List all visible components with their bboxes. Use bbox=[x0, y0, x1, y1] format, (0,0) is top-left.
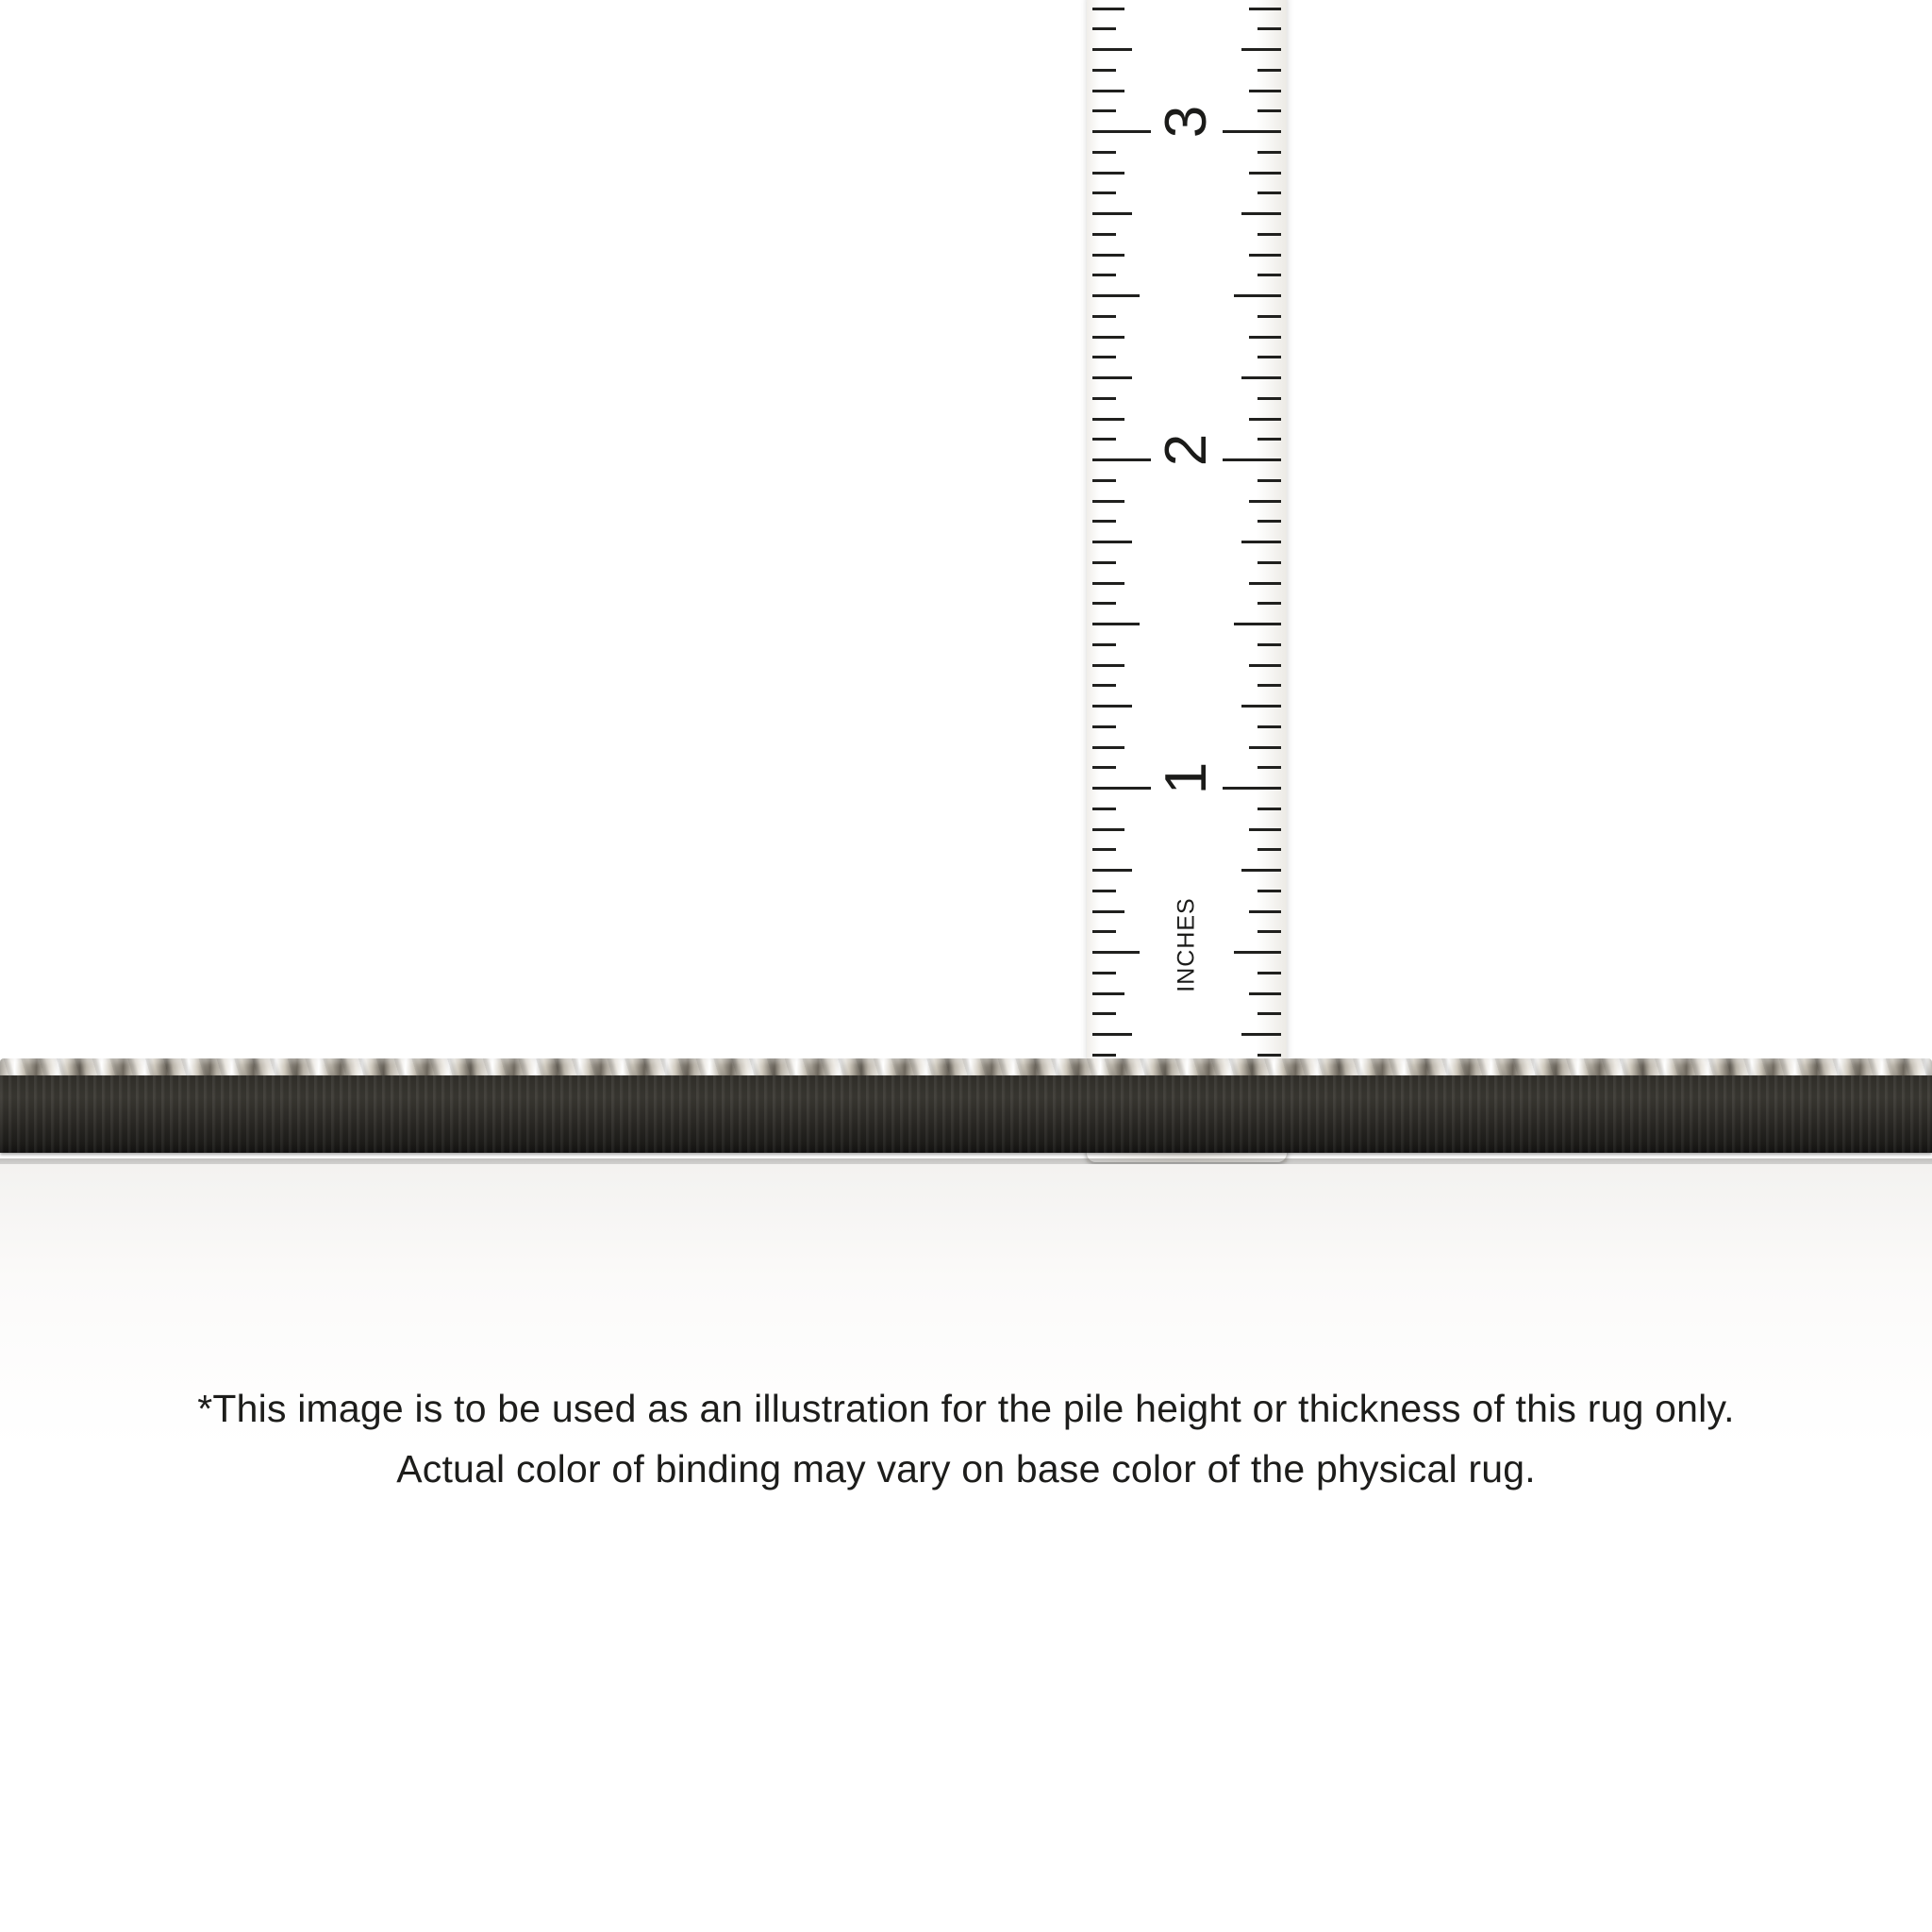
ruler-tick bbox=[1092, 520, 1116, 523]
rug-edge bbox=[0, 1058, 1932, 1164]
ruler-tick bbox=[1092, 397, 1116, 400]
ruler-tick bbox=[1092, 828, 1124, 831]
ruler-tick bbox=[1257, 69, 1281, 72]
tape-number-1: 1 bbox=[1154, 761, 1219, 795]
ruler-tick bbox=[1092, 972, 1116, 974]
ruler-tick bbox=[1257, 1012, 1281, 1015]
ruler-tick bbox=[1092, 233, 1116, 236]
ruler-tick bbox=[1092, 869, 1132, 872]
ruler-tick bbox=[1092, 336, 1124, 339]
ruler-tick bbox=[1092, 1033, 1132, 1036]
ruler-tick bbox=[1092, 458, 1151, 461]
ruler-tick bbox=[1092, 890, 1116, 892]
ruler-tick bbox=[1249, 664, 1281, 667]
ruler-tick bbox=[1092, 418, 1124, 421]
ruler-tick bbox=[1257, 766, 1281, 769]
ruler-tick bbox=[1092, 766, 1116, 769]
ruler-tick bbox=[1257, 397, 1281, 400]
ruler-tick bbox=[1249, 8, 1281, 10]
ruler-tick bbox=[1257, 438, 1281, 441]
ruler-tick bbox=[1092, 438, 1116, 441]
tape-number-2: 2 bbox=[1154, 433, 1219, 467]
ruler-tick bbox=[1234, 623, 1281, 625]
ruler-tick bbox=[1249, 828, 1281, 831]
photo-background-lower bbox=[0, 1164, 1932, 1932]
ruler-tick bbox=[1092, 602, 1116, 605]
ruler-tick bbox=[1257, 972, 1281, 974]
ruler-tick bbox=[1092, 848, 1116, 851]
ruler-tick bbox=[1257, 520, 1281, 523]
ruler-tick bbox=[1092, 582, 1124, 585]
ruler-tick bbox=[1092, 151, 1116, 154]
ruler-tick bbox=[1234, 951, 1281, 954]
ruler-tick bbox=[1241, 1033, 1281, 1036]
ruler-tick bbox=[1092, 294, 1140, 297]
tape-unit-label: INCHES bbox=[1173, 897, 1200, 992]
ruler-tick bbox=[1092, 910, 1124, 913]
ruler-tick bbox=[1257, 356, 1281, 358]
ruler-tick bbox=[1249, 172, 1281, 175]
ruler-tick bbox=[1092, 212, 1132, 215]
ruler-tick bbox=[1092, 274, 1116, 276]
ruler-tick bbox=[1092, 8, 1124, 10]
ruler-tick bbox=[1241, 376, 1281, 379]
rug-pile bbox=[0, 1075, 1932, 1153]
ruler-tick bbox=[1234, 294, 1281, 297]
ruler-tick bbox=[1092, 561, 1116, 564]
ruler-tick bbox=[1241, 48, 1281, 51]
ruler-tick bbox=[1249, 746, 1281, 749]
ruler-tick bbox=[1092, 684, 1116, 687]
ruler-tick bbox=[1092, 930, 1116, 933]
ruler-tick bbox=[1257, 27, 1281, 30]
ruler-tick bbox=[1223, 130, 1281, 133]
ruler-tick bbox=[1092, 254, 1124, 257]
ruler-tick bbox=[1257, 808, 1281, 810]
ruler-tick bbox=[1092, 315, 1116, 318]
ruler-tick bbox=[1241, 212, 1281, 215]
ruler-tick bbox=[1092, 643, 1116, 646]
ruler-tick bbox=[1092, 541, 1132, 543]
ruler-tick bbox=[1092, 479, 1116, 482]
ruler-tick bbox=[1092, 787, 1151, 790]
ruler-tick bbox=[1257, 151, 1281, 154]
ruler-tick bbox=[1092, 27, 1116, 30]
ruler-tick bbox=[1257, 109, 1281, 112]
ruler-tick bbox=[1092, 951, 1140, 954]
ruler-tick bbox=[1092, 69, 1116, 72]
ruler-tick bbox=[1092, 808, 1116, 810]
ruler-tick bbox=[1257, 848, 1281, 851]
ruler-tick bbox=[1257, 602, 1281, 605]
ruler-tick bbox=[1249, 90, 1281, 92]
ruler-tick bbox=[1092, 109, 1116, 112]
caption-line-1: *This image is to be used as an illustration for the pile height or thickness of this rug only. bbox=[197, 1387, 1735, 1430]
ruler-tick bbox=[1223, 458, 1281, 461]
tape-number-3: 3 bbox=[1154, 105, 1219, 139]
ruler-tick bbox=[1092, 1012, 1116, 1015]
ruler-tick bbox=[1249, 418, 1281, 421]
ruler-tick bbox=[1257, 233, 1281, 236]
ruler-tick bbox=[1257, 192, 1281, 194]
ruler-tick bbox=[1249, 336, 1281, 339]
ruler-tick bbox=[1249, 992, 1281, 995]
ruler-tick bbox=[1092, 705, 1132, 708]
ruler-tick bbox=[1092, 90, 1124, 92]
ruler-tick bbox=[1092, 725, 1116, 728]
ruler-tick bbox=[1241, 869, 1281, 872]
ruler-tick bbox=[1092, 376, 1132, 379]
ruler-tick bbox=[1257, 930, 1281, 933]
ruler-tick bbox=[1092, 623, 1140, 625]
ruler-tick bbox=[1092, 48, 1132, 51]
tape-measure-blade bbox=[1087, 0, 1287, 1162]
ruler-tick bbox=[1257, 890, 1281, 892]
ruler-tick bbox=[1092, 746, 1124, 749]
ruler-tick bbox=[1223, 787, 1281, 790]
ruler-tick bbox=[1092, 192, 1116, 194]
ruler-tick bbox=[1249, 910, 1281, 913]
ruler-tick bbox=[1092, 500, 1124, 503]
ruler-tick bbox=[1092, 664, 1124, 667]
ruler-tick bbox=[1249, 254, 1281, 257]
ruler-tick bbox=[1092, 992, 1124, 995]
ruler-tick bbox=[1241, 705, 1281, 708]
ruler-tick bbox=[1257, 315, 1281, 318]
ruler-tick bbox=[1092, 356, 1116, 358]
caption-line-2: Actual color of binding may vary on base color of the physical rug. bbox=[396, 1446, 1536, 1491]
ruler-tick bbox=[1257, 725, 1281, 728]
ruler-tick bbox=[1257, 643, 1281, 646]
ruler-tick bbox=[1241, 541, 1281, 543]
ruler-tick bbox=[1249, 500, 1281, 503]
ruler-tick bbox=[1257, 1054, 1281, 1057]
ruler-tick bbox=[1249, 582, 1281, 585]
ruler-tick bbox=[1257, 684, 1281, 687]
ruler-tick bbox=[1257, 561, 1281, 564]
ruler-tick bbox=[1092, 130, 1151, 133]
ruler-tick bbox=[1257, 479, 1281, 482]
disclaimer-caption bbox=[0, 1379, 1932, 1499]
ruler-tick bbox=[1092, 1054, 1116, 1057]
ruler-tick bbox=[1092, 172, 1124, 175]
ruler-tick bbox=[1257, 274, 1281, 276]
